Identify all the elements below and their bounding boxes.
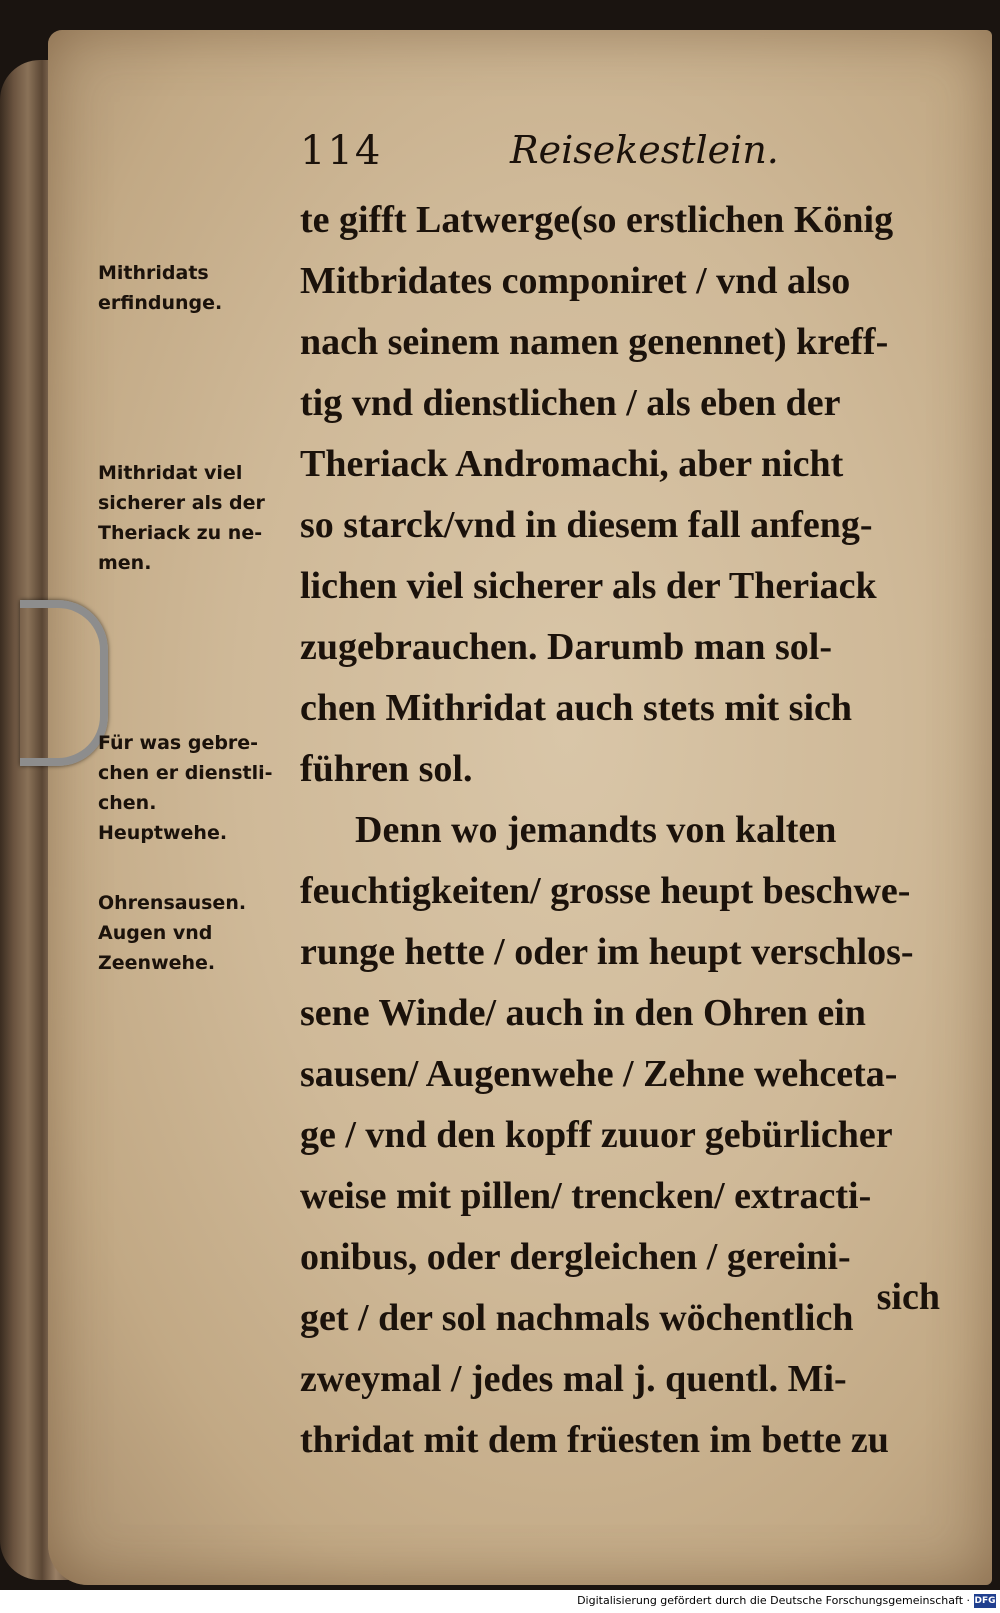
text-line: Theriack Andromachi, aber nicht: [300, 443, 844, 485]
text-line: zugebrauchen. Darumb man sol-: [300, 626, 833, 668]
margin-note: Für was gebre- chen er dienstli- chen. Heuptwehe.: [98, 732, 273, 844]
text-line: get / der sol nachmals wöchentlich: [300, 1297, 854, 1339]
footer-bar: [0, 1590, 1000, 1613]
text-line: sausen/ Augenwehe / Zehne wehceta-: [300, 1053, 898, 1095]
text-line: feuchtigkeiten/ grosse heupt beschwe-: [300, 870, 911, 912]
text-line: chen Mithridat auch stets mit sich: [300, 687, 853, 729]
text-line: te gifft Latwerge(so erstlichen König: [300, 199, 894, 241]
margin-note: Ohrensausen. Augen vnd Zeenwehe.: [98, 892, 247, 974]
text-line: tig vnd dienstlichen / als eben der: [300, 382, 841, 424]
metal-clasp: [20, 600, 108, 766]
catchword: sich: [876, 1276, 940, 1318]
text-line: lichen viel sicherer als der Theriack: [300, 565, 877, 607]
page-header: [300, 128, 940, 178]
text-line: thridat mit dem früesten im bette zu: [300, 1419, 889, 1461]
margin-note: Mithridat viel sicherer als der Theriack zu ne- men.: [98, 462, 265, 574]
text-line: onibus, oder dergleichen / gereini-: [300, 1236, 851, 1278]
text-line: ge / vnd den kopff zuuor gebürlicher: [300, 1114, 893, 1156]
dfg-logo-icon: DFG: [974, 1596, 996, 1606]
text-line: sene Winde/ auch in den Ohren ein: [300, 992, 866, 1034]
page-number: 114: [300, 128, 383, 174]
text-line: führen sol.: [300, 748, 473, 790]
margin-note: Mithridats erfindunge.: [98, 262, 223, 314]
text-line: runge hette / oder im heupt verschlos-: [300, 931, 914, 973]
text-line: Mitbridates componiret / vnd also: [300, 260, 851, 302]
running-title: Reisekestlein.: [510, 128, 779, 172]
text-line: so starck/vnd in diesem fall anfeng-: [300, 504, 873, 546]
text-line: nach seinem namen genennet) kreff-: [300, 321, 889, 363]
funding-credit: Digitalisierung gefördert durch die Deutsche Forschungsgemeinschaft ·: [577, 1594, 970, 1607]
text-line: weise mit pillen/ trencken/ extracti-: [300, 1175, 872, 1217]
body-text: [300, 190, 945, 1471]
text-line: Denn wo jemandts von kalten: [355, 809, 837, 851]
text-line: zweymal / jedes mal j. quentl. Mi-: [300, 1358, 847, 1400]
